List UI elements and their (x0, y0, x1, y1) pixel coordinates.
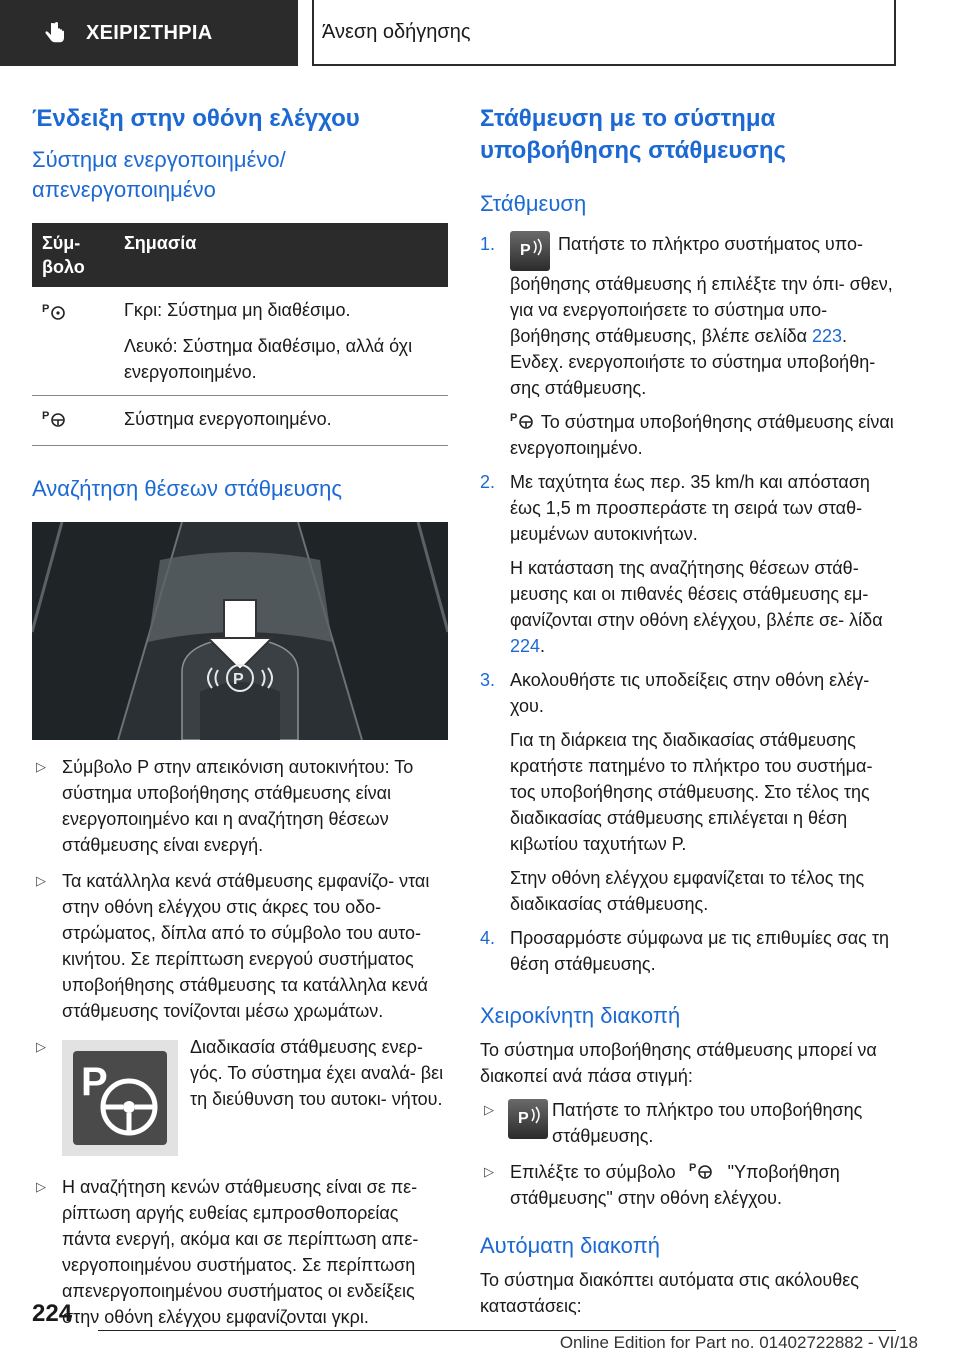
auto-intro: Το σύστημα διακόπτει αυτόματα στις ακόλουθες καταστάσεις: (480, 1270, 859, 1316)
col-symbol: Σύμ- βολο (32, 223, 114, 287)
row1-line2: Λευκό: Σύστημα διαθέσιμο, αλλά όχι ενεργοποιημένο. (124, 336, 413, 382)
left-column (32, 95, 448, 1330)
section-title-display: Ένδειξη στην οθόνη ελέγχου (32, 105, 360, 132)
svg-text:P: P (518, 1110, 529, 1127)
list-item: 2. Με ταχύτητα έως περ. 35 km/h και απόσταση έως 1,5 m προσπεράστε τη σειρά των σταθ- μευμένων αυτοκινήτων. Η κατάσταση της αναζήτησης θέσεων στάθ- μευσης και οι πιθανές θέσεις στάθμευσης εμ- φανίζονται στην οθόνη ελέγχου, βλέπε σε- λίδα 224. (480, 472, 883, 656)
svg-text:P: P (42, 303, 50, 315)
parking-steps (480, 231, 896, 977)
manual-intro: Το σύστημα υποβοήθησης στάθμευσης μπορεί να διακοπεί ανά πάσα στιγμή: (480, 1040, 877, 1086)
page-number: 224 (32, 1300, 73, 1327)
manual-stop-list (480, 1097, 896, 1211)
tab-chapter[interactable]: Άνεση οδήγησης (312, 0, 896, 66)
parking-assist-active-icon (42, 408, 68, 428)
row1-line1: Γκρι: Σύστημα μη διαθέσιμο. (124, 300, 351, 320)
page-link-224[interactable]: 224 (510, 636, 541, 656)
parking-search-illustration (32, 522, 448, 740)
table-row (32, 287, 448, 396)
list-item: 4. Προσαρμόστε σύμφωνα με τις επιθυμίες σας τη θέση στάθμευσης. (480, 928, 889, 974)
list-item: ▷ Σύμβολο P στην απεικόνιση αυτοκινήτου: Το σύστημα υποβοήθησης στάθμευσης είναι ενεργοποιημένο και η αναζήτηση θέσεων στάθμευσης είναι ενεργή. (36, 757, 414, 855)
list-item: 1. P Πατήστε το πλήκτρο συστήματος υπο- βοήθησης στάθμευσης ή επιλέξτε την όπι- σθεν, για να ενεργοποιήσετε το σύστημα υπο- βοήθησης στάθμευσης, βλέπε σελίδα 223. Ενδεχ. ενεργοποιήστε το σύστημα υποβοήθη- σης στάθμευσης. P Το σύστημα υποβοήθησης στάθμευσης είναι ενεργοποιημένο. (480, 231, 896, 461)
parking-assist-active-icon (687, 1160, 717, 1180)
svg-text:P: P (520, 242, 531, 259)
list-item: ▷ P Πατήστε το πλήκτρο του υποβοήθησης στάθμευσης. (484, 1100, 863, 1146)
col-meaning: Σημασία (114, 223, 448, 287)
page-link-223[interactable]: 223 (812, 326, 843, 346)
right-column (480, 95, 896, 1319)
subsection-parking: Στάθμευση (480, 191, 587, 216)
parking-assist-icon (42, 301, 68, 321)
search-bullet-list (32, 754, 448, 1330)
footer-divider (98, 1330, 896, 1331)
tab-manual[interactable] (0, 0, 298, 66)
symbol-table (32, 223, 448, 446)
subsection-manual-stop: Χειροκίνητη διακοπή (480, 1003, 681, 1028)
svg-text:P: P (510, 412, 518, 424)
row2-line1: Σύστημα ενεργοποιημένο. (114, 396, 448, 446)
steering-parking-symbol (62, 1040, 178, 1156)
section-title-parking: Στάθμευση με το σύστημα υποβοήθησης στάθμευσης (480, 105, 786, 164)
parking-button-icon (508, 1099, 548, 1139)
list-item: ▷ Τα κατάλληλα κενά στάθμευσης εμφανίζο- νται στην οθόνη ελέγχου στις άκρες του οδο- στρώματος, δίπλα από το σύμβολο του αυτο- κινήτου. Σε περίπτωση ενεργού συστήματος υποβοήθησης στάθμευσης τα κατάλληλα κενά στάθμευσης τονίζονται μέσω χρωμάτων. (36, 871, 430, 1021)
svg-text:P: P (81, 1060, 108, 1104)
header-bar (0, 0, 960, 66)
symbol-table-header (32, 223, 448, 287)
list-item: 3. Ακολουθήστε τις υποδείξεις στην οθόνη ελέγ- χου. Για τη διάρκεια της διαδικασίας στάθμευσης κρατήστε πατημένο το πλήκτρο του συστήμα- τος υποβοήθησης στάθμευσης. Στο τέλος της διαδικασίας στάθμευσης επιλέγεται η θέση κιβωτίου ταχυτήτων P. Στην οθόνη ελέγχου εμφανίζεται το τέλος της διαδικασίας στάθμευσης. (480, 670, 873, 914)
control-display-image (32, 522, 448, 740)
footer-edition: Online Edition for Part no. 01402722882 - VI/18 (559, 1333, 918, 1352)
hand-pointer-icon (42, 20, 68, 46)
subsection-search: Αναζήτηση θέσεων στάθμευσης (32, 476, 342, 501)
parking-steering-icon (73, 1051, 167, 1145)
list-item: ▷ P Διαδικασία στάθμευσης ενερ- γός. Το σύστημα έχει αναλά- βει τη διεύθυνση του αυτοκι- νήτου. (32, 1034, 448, 1164)
parking-assist-active-icon (510, 410, 536, 430)
tab-manual-label: ΧΕΙΡΙΣΤΗΡΙΑ (86, 21, 213, 44)
subsection-system-status: Σύστημα ενεργοποιημένο/ απενεργοποιημένο (32, 147, 286, 202)
parking-button-icon (510, 231, 550, 271)
svg-text:P: P (233, 671, 244, 688)
list-item: ▷ Επιλέξτε το σύμβολο P "Υποβοήθηση στάθμευσης" στην οθόνη ελέγχου. (484, 1162, 840, 1208)
svg-text:P: P (42, 410, 50, 422)
list-item: ▷ Η αναζήτηση κενών στάθμευσης είναι σε πε- ρίπτωση αργής ευθείας εμπροσθοπορείας πάντα ενεργή, ακόμα και σε περίπτωση απε- νεργοποιημένου συστήματος. Σε περίπτωση απενεργοποιημένου συστήματος οι ενδείξεις στην οθόνη ελέγχου εμφανίζονται γκρι. (36, 1177, 419, 1327)
subsection-auto-stop: Αυτόματη διακοπή (480, 1233, 660, 1258)
svg-text:P: P (688, 1162, 696, 1174)
table-row (32, 396, 448, 446)
